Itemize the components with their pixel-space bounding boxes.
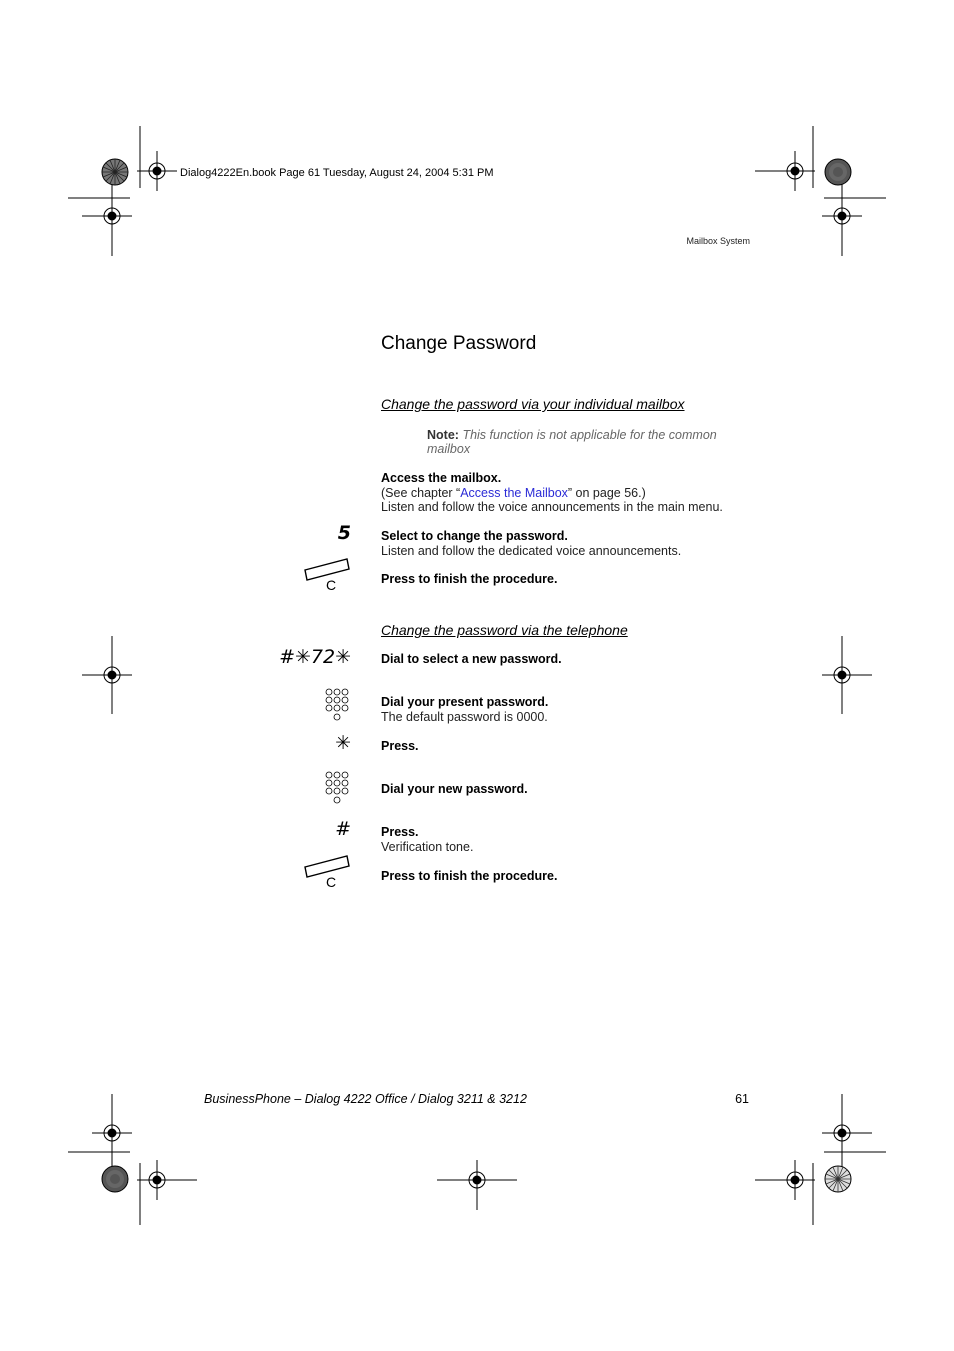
- step-instruction: Press to finish the procedure.: [381, 869, 558, 883]
- key-label: C: [326, 577, 337, 593]
- key-hash: #: [335, 818, 351, 840]
- star-target: [102, 1166, 128, 1192]
- page-title: Change Password: [381, 333, 537, 354]
- key-5: 5: [337, 522, 351, 544]
- step-instruction: Dial your present password.: [381, 695, 549, 709]
- step-finish: [381, 869, 781, 884]
- registration-mark: [82, 196, 132, 236]
- key-hash-star-72-star: #✳72✳: [279, 646, 351, 668]
- section-heading: Change the password via the telephone: [381, 622, 628, 638]
- registration-mark: [822, 1113, 872, 1153]
- star-target: [825, 159, 851, 185]
- step-reference: (See chapter “Access the Mailbox” on page 56.): [381, 485, 646, 500]
- step-detail: Listen and follow the voice announcements in the main menu.: [381, 500, 723, 514]
- step-instruction: Press.: [381, 825, 419, 839]
- key-label: C: [326, 874, 337, 890]
- note-label: Note:: [427, 428, 459, 442]
- step-present-password: [381, 695, 781, 724]
- running-head: Mailbox System: [686, 236, 750, 246]
- registration-mark: [437, 1160, 517, 1210]
- footer-title: BusinessPhone – Dialog 4222 Office / Dialog 3211 & 3212: [204, 1092, 527, 1106]
- step-instruction: Press to finish the procedure.: [381, 572, 558, 586]
- step-instruction: Press.: [381, 739, 419, 753]
- registration-mark: [822, 196, 862, 236]
- step-dial-new-password-code: [381, 652, 781, 667]
- registration-mark: [82, 655, 132, 695]
- step-finish: [381, 572, 781, 587]
- note: [427, 428, 737, 456]
- step-detail: The default password is 0000.: [381, 709, 548, 724]
- handset-clear-icon: [302, 853, 352, 893]
- step-detail: Listen and follow the dedicated voice announcements.: [381, 543, 682, 558]
- step-instruction: Dial your new password.: [381, 782, 528, 796]
- step-instruction: Select to change the password.: [381, 529, 568, 543]
- access-mailbox-link[interactable]: Access the Mailbox: [460, 485, 568, 500]
- print-slug: Dialog4222En.book Page 61 Tuesday, August 24, 2004 5:31 PM: [180, 167, 494, 179]
- step-press-star: [381, 739, 781, 754]
- keypad-icon: [325, 771, 351, 805]
- registration-mark: [755, 1160, 815, 1200]
- step-select-change: [381, 529, 781, 558]
- registration-mark: [755, 151, 815, 191]
- step-instruction: Access the mailbox.: [381, 471, 502, 485]
- step-detail: Verification tone.: [381, 839, 474, 854]
- step-access-mailbox: [381, 471, 781, 515]
- star-target: [102, 159, 128, 185]
- registration-mark: [137, 1160, 197, 1200]
- registration-mark: [137, 151, 177, 191]
- step-instruction: Dial to select a new password.: [381, 652, 562, 666]
- page-number: 61: [735, 1092, 749, 1106]
- step-new-password: [381, 782, 781, 797]
- registration-mark: [92, 1113, 132, 1153]
- star-target: [825, 1166, 851, 1192]
- handset-clear-icon: [302, 556, 352, 596]
- section-heading: Change the password via your individual mailbox: [381, 396, 685, 412]
- registration-mark: [822, 655, 872, 695]
- keypad-icon: [325, 688, 351, 722]
- step-press-hash: [381, 825, 781, 854]
- note-text: This function is not applicable for the common mailbox: [427, 428, 717, 456]
- key-star: ✳: [335, 732, 351, 754]
